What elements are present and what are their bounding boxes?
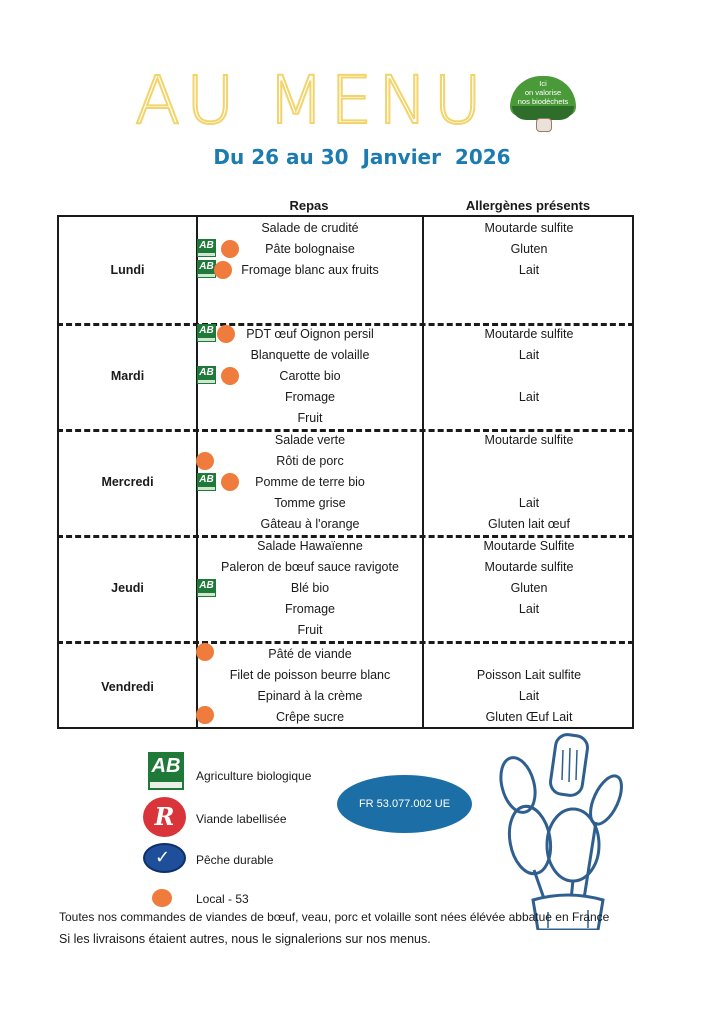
badge-line: nos biodéchets bbox=[517, 97, 569, 106]
day-mardi: Mardi bbox=[110, 369, 145, 383]
meal-item: Fruit bbox=[297, 411, 323, 425]
meal-item: Crêpe sucre bbox=[275, 710, 345, 724]
legend-local: Local - 53 bbox=[196, 892, 249, 906]
sanitary-stamp: FR 53.077.002 UE bbox=[337, 775, 472, 833]
meal-item: Paleron de bœuf sauce ravigote bbox=[221, 560, 399, 574]
menu-table bbox=[57, 215, 634, 729]
allergen-item: Lait bbox=[518, 602, 540, 616]
day-vendredi: Vendredi bbox=[101, 680, 154, 694]
allergen-item: Lait bbox=[518, 263, 540, 277]
meal-item: Tomme grise bbox=[274, 496, 346, 510]
meal-item: Fromage blanc aux fruits bbox=[241, 263, 379, 277]
compost-bucket-icon bbox=[536, 118, 552, 132]
bio-icon: AB bbox=[197, 473, 216, 491]
local-icon bbox=[196, 643, 214, 661]
bio-icon: AB bbox=[197, 579, 216, 597]
allergen-item: Poisson Lait sulfite bbox=[476, 668, 582, 682]
meal-item: Epinard à la crème bbox=[257, 689, 363, 703]
allergen-item: Moutarde sulfite bbox=[484, 327, 574, 341]
bio-icon: AB bbox=[197, 366, 216, 384]
allergen-item: Moutarde sulfite bbox=[484, 433, 574, 447]
menu-title: AU MENU bbox=[135, 62, 488, 139]
footer-line-origin: Toutes nos commandes de viandes de bœuf, veau, porc et volaille sont nées élévée abbatue en France bbox=[59, 910, 610, 924]
allergen-item: Lait bbox=[518, 390, 540, 404]
allergen-item: Lait bbox=[518, 348, 540, 362]
meal-item: Salade Hawaïenne bbox=[257, 539, 363, 553]
day-mercredi: Mercredi bbox=[101, 475, 154, 489]
meal-item: Fruit bbox=[297, 623, 323, 637]
allergen-item: Gluten bbox=[510, 242, 548, 256]
local-icon bbox=[221, 473, 239, 491]
meal-item: Blanquette de volaille bbox=[250, 348, 370, 362]
agriculture-biologique-logo: AB bbox=[148, 752, 184, 790]
column-header-repas: Repas bbox=[289, 198, 329, 213]
bio-icon: AB bbox=[197, 324, 216, 342]
meal-item: Gâteau à l'orange bbox=[260, 517, 360, 531]
allergen-item: Moutarde Sulfite bbox=[483, 539, 575, 553]
biodechets-badge bbox=[510, 76, 578, 136]
allergen-item: Lait bbox=[518, 496, 540, 510]
local-icon bbox=[196, 452, 214, 470]
legend-peche-durable: Pêche durable bbox=[196, 853, 274, 867]
allergen-item: Lait bbox=[518, 689, 540, 703]
column-header-allergenes: Allergènes présents bbox=[465, 198, 591, 213]
local-icon bbox=[196, 706, 214, 724]
meal-item: Filet de poisson beurre blanc bbox=[229, 668, 391, 682]
local-icon bbox=[221, 240, 239, 258]
msc-fish-logo bbox=[143, 843, 186, 873]
allergen-item: Gluten Œuf Lait bbox=[485, 710, 573, 724]
meal-item: Fromage bbox=[284, 602, 336, 616]
bio-icon: AB bbox=[197, 260, 216, 278]
meal-item: Pâte bolognaise bbox=[265, 242, 355, 256]
date-range: Du 26 au 30 Janvier 2026 bbox=[213, 145, 511, 169]
allergen-item: Gluten lait œuf bbox=[488, 517, 570, 531]
kitchen-utensils-illustration bbox=[478, 730, 638, 930]
local-dot-icon bbox=[152, 889, 172, 907]
meal-item: PDT œuf Oignon persil bbox=[246, 327, 374, 341]
meal-item: Salade de crudité bbox=[261, 221, 359, 235]
local-icon bbox=[217, 325, 235, 343]
legend-label-rouge: Viande labellisée bbox=[196, 812, 287, 826]
day-jeudi: Jeudi bbox=[111, 581, 144, 595]
column-divider bbox=[422, 217, 424, 727]
meal-item: Carotte bio bbox=[279, 369, 341, 383]
allergen-item: Moutarde sulfite bbox=[484, 560, 574, 574]
local-icon bbox=[214, 261, 232, 279]
meal-item: Pomme de terre bio bbox=[255, 475, 365, 489]
allergen-item: Moutarde sulfite bbox=[484, 221, 574, 235]
local-icon bbox=[221, 367, 239, 385]
meal-item: Fromage bbox=[284, 390, 336, 404]
badge-line: on valorise bbox=[524, 88, 562, 97]
meal-item: Salade verte bbox=[274, 433, 346, 447]
allergen-item: Gluten bbox=[510, 581, 548, 595]
meal-item: Pâté de viande bbox=[268, 647, 352, 661]
meal-item: Rôti de porc bbox=[276, 454, 344, 468]
legend-bio: Agriculture biologique bbox=[196, 769, 312, 783]
bio-icon: AB bbox=[197, 239, 216, 257]
meal-item: Blé bio bbox=[290, 581, 330, 595]
day-lundi: Lundi bbox=[110, 263, 145, 277]
label-rouge-logo: R bbox=[143, 797, 186, 837]
footer-line-notice: Si les livraisons étaient autres, nous le signalerions sur nos menus. bbox=[59, 932, 431, 946]
badge-line: Ici bbox=[539, 79, 547, 88]
